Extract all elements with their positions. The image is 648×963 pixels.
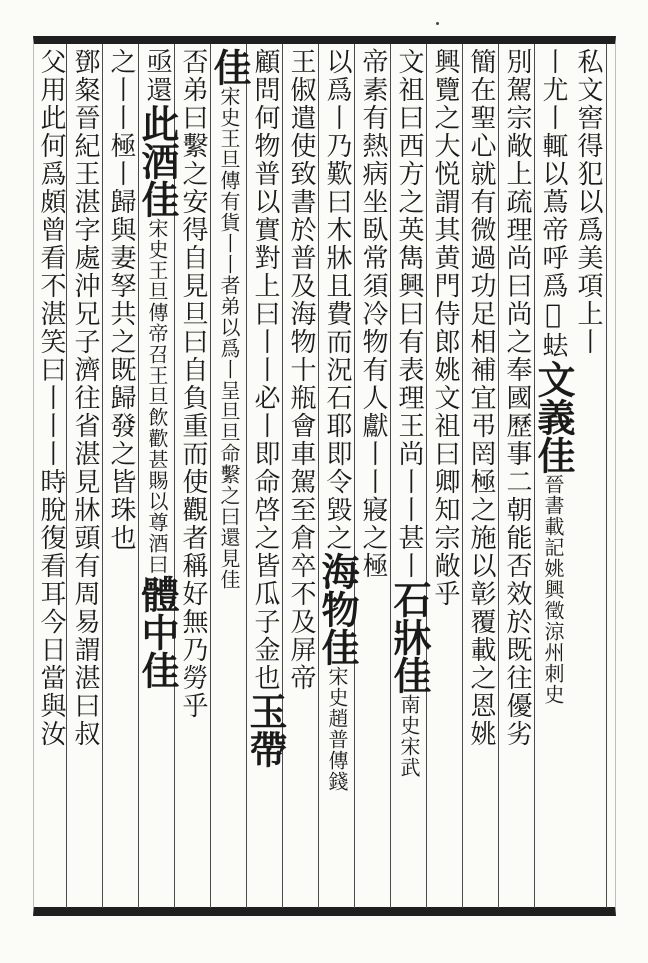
heading-yu-dai: 玉帶: [243, 692, 288, 768]
text-column-6: 文祖曰西方之英雋興曰有表理王尚丨丨甚丨石牀佳南史宋武: [387, 48, 432, 778]
text-column-14: 之丨丨極丨歸與妻孥共之既歸發之皆珠也: [106, 48, 136, 552]
heading-shi-chuang-jia: 石牀佳: [387, 580, 432, 694]
text-column-4: 簡在聖心就有微過功足相補宜弔罔極之施以彰覆載之恩姚: [466, 48, 496, 748]
text-column-7: 帝素有熱病坐臥常須冷物有人獻丨丨寢之極: [358, 48, 388, 580]
text-column-11: 佳宋史王旦傳有貨丨丨者弟以爲丨呈旦旦命繫之曰還見佳: [207, 48, 252, 590]
text-column-15: 鄧粲晉紀王湛字處沖兄子濟往省湛見牀頭有周易謂湛曰叔: [70, 48, 100, 748]
column-rule: [606, 44, 607, 908]
text-column-3: 別駕宗敞上疏理尚曰尚之奉國歷事二朝能否效於既往優劣: [502, 48, 532, 748]
text-column-13: 亟還此酒佳宋史王旦傳帝召王旦飲歡甚賜以尊酒曰體中佳: [135, 48, 180, 689]
text-column-10: 顧問何物普以實對上曰丨丨必丨即命啓之皆瓜子金也玉帶: [243, 48, 288, 768]
text-column-9: 王俶遣使致書於普及海物十瓶會車駕至倉卒不及屏帝: [286, 48, 316, 692]
text-column-16: 父用此何爲頗曾看不湛笑曰丨丨丨時脫復看耳今日當與汝: [36, 48, 66, 748]
text-column-12: 否弟曰繫之安得自見旦曰自負重而使觀者稱好無乃勞乎: [178, 48, 208, 720]
heading-jia: 佳: [207, 48, 252, 86]
text-column-2: 丨尤丨輒以蔦帝呼爲𣛦𧉧文義佳晉書載記姚興徵涼州刺史: [531, 48, 576, 705]
ink-speck: [436, 22, 439, 25]
heading-wen-yi-jia: 文義佳: [531, 360, 576, 474]
text-column-5: 興覽之大悦謂其黄門侍郎姚文祖曰卿知宗敞乎: [430, 48, 460, 608]
text-column-8: 以爲丨乃歎曰木牀且費而況石耶即令毀之海物佳宋史趙普傳錢: [315, 48, 360, 792]
heading-ci-jiu-jia: 此酒佳: [135, 104, 180, 218]
text-column-1: 私文窖得犯以爲美項上丨: [573, 48, 603, 356]
heading-hai-wu-jia: 海物佳: [315, 552, 360, 666]
heading-ti-zhong-jia: 體中佳: [135, 575, 180, 689]
